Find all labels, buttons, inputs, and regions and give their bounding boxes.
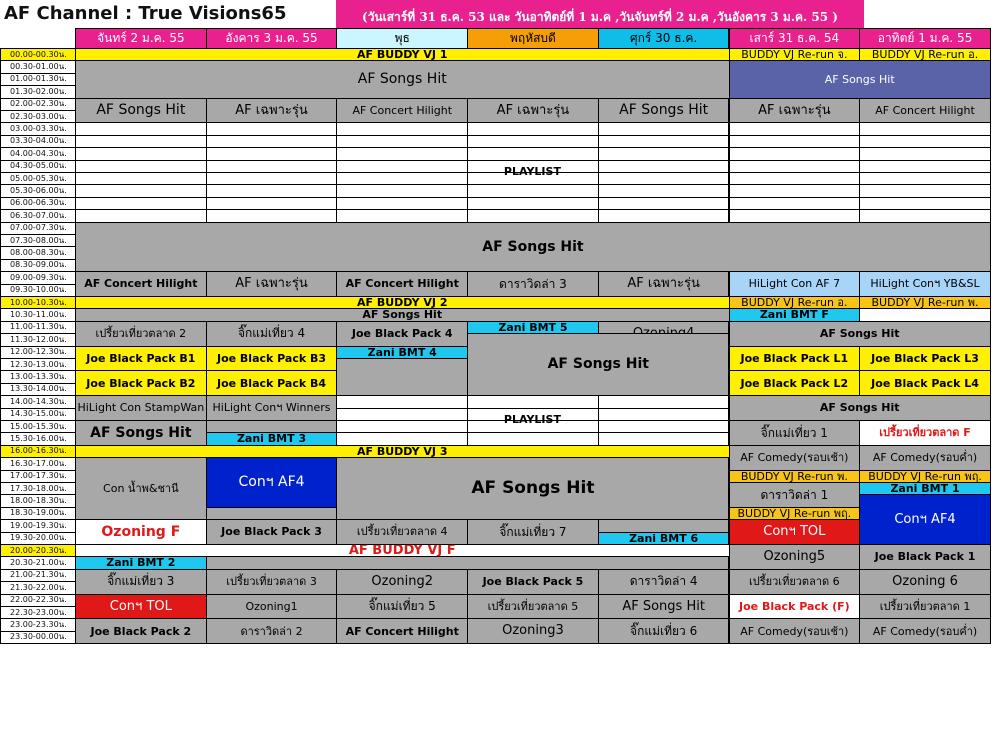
- program-block: AF Concert Hilight: [859, 98, 991, 124]
- program-block: AF BUDDY VJ 2: [75, 296, 730, 309]
- program-block: BUDDY VJ Re-run พ.: [859, 296, 991, 309]
- program-block: BUDDY VJ Re-run พฤ.: [729, 507, 861, 520]
- time-slot-label: 12.00-12.30น.: [0, 346, 76, 359]
- program-block: Ozoning2: [336, 569, 468, 595]
- time-slot-label: 11.30-12.00น.: [0, 333, 76, 346]
- time-slot-label: 07.00-07.30น.: [0, 222, 76, 235]
- time-slot-label: 04.30-05.00น.: [0, 160, 76, 173]
- program-block: Joe Black Pack L3: [859, 346, 991, 372]
- time-slot-label: 12.30-13.00น.: [0, 358, 76, 371]
- program-block: AF Comedy(รอบค่ำ): [859, 445, 991, 471]
- time-slot-label: 09.30-10.00น.: [0, 284, 76, 297]
- program-block: จิ๊กแม่เที่ยว 6: [598, 618, 730, 644]
- program-block: Zani BMT 5: [467, 321, 599, 334]
- program-block: AF Concert Hilight: [75, 271, 207, 297]
- time-slot-label: 03.00-03.30น.: [0, 122, 76, 135]
- time-slot-label: 03.30-04.00น.: [0, 135, 76, 148]
- time-slot-label: 23.00-23.30น.: [0, 618, 76, 631]
- program-block: AF Concert Hilight: [336, 618, 468, 644]
- program-block: Ozoning 6: [859, 569, 991, 595]
- program-block: Joe Black Pack (F): [729, 594, 861, 620]
- time-slot-label: 20.00-20.30น.: [0, 544, 76, 557]
- program-block: AF Songs Hit: [729, 321, 991, 347]
- time-slot-label: 10.00-10.30น.: [0, 296, 76, 309]
- time-slot-label: 19.00-19.30น.: [0, 519, 76, 532]
- program-block: AF Songs Hit: [598, 98, 730, 124]
- program-block: HiLight Conฯ Winners: [206, 395, 338, 421]
- program-block: Joe Black Pack 5: [467, 569, 599, 595]
- program-block: AF Comedy(รอบเช้า): [729, 618, 861, 644]
- program-block: AF Comedy(รอบเช้า): [729, 445, 861, 471]
- program-block: Zani BMT 2: [75, 556, 207, 569]
- program-block: Zani BMT 1: [859, 482, 991, 495]
- program-block: [206, 507, 338, 520]
- program-block: Conฯ TOL: [729, 519, 861, 545]
- program-block: Ozoning3: [467, 618, 599, 644]
- program-block: AF BUDDY VJ 1: [75, 48, 730, 61]
- time-slot-label: 05.30-06.00น.: [0, 184, 76, 197]
- program-block: AF Songs Hit: [75, 222, 991, 273]
- program-block: HiLight Conฯ YB&SL: [859, 271, 991, 297]
- time-slot-label: 17.30-18.00น.: [0, 482, 76, 495]
- channel-title: AF Channel : True Visions65: [4, 3, 287, 24]
- program-block: AF เฉพาะรุ่น: [206, 98, 338, 124]
- program-block: AF Songs Hit: [598, 594, 730, 620]
- program-block: เปรี้ยวเที่ยวตลาด 4: [336, 519, 468, 545]
- program-block: AF BUDDY VJ 3: [75, 445, 730, 458]
- time-slot-label: 02.00-02.30น.: [0, 98, 76, 111]
- time-slot-label: 06.00-06.30น.: [0, 197, 76, 210]
- program-block: HiLight Con StampWan: [75, 395, 207, 421]
- time-slot-label: 05.00-05.30น.: [0, 172, 76, 185]
- day-header: พฤหัสบดี: [467, 28, 599, 49]
- time-slot-label: 14.30-15.00น.: [0, 408, 76, 421]
- program-block: จิ๊กแม่เที่ยว 7: [467, 519, 599, 545]
- program-block: จิ๊กแม่เที่ยว 5: [336, 594, 468, 620]
- program-block: BUDDY VJ Re-run พ.: [729, 470, 861, 483]
- program-block: Con น้ำพ&ชานี: [75, 457, 207, 520]
- time-slot-label: 21.00-21.30น.: [0, 569, 76, 582]
- program-block: AF เฉพาะรุ่น: [206, 271, 338, 297]
- program-block: AF Songs Hit: [75, 308, 730, 321]
- program-block: ดาราวิดล่า 3: [467, 271, 599, 297]
- program-block: [859, 308, 991, 321]
- time-slot-label: 16.30-17.00น.: [0, 457, 76, 470]
- program-block: เปรี้ยวเที่ยวตลาด F: [859, 420, 991, 446]
- time-slot-label: 22.00-22.30น.: [0, 594, 76, 607]
- time-slot-label: 01.30-02.00น.: [0, 85, 76, 98]
- program-block: เปรี้ยวเที่ยวตลาด 6: [729, 569, 861, 595]
- program-block: จิ๊กแม่เที่ยว 1: [729, 420, 861, 446]
- program-block: [206, 556, 730, 569]
- program-block: เปรี้ยวเที่ยวตลาด 5: [467, 594, 599, 620]
- program-block: AF Concert Hilight: [336, 98, 468, 124]
- day-header: อาทิตย์ 1 ม.ค. 55: [859, 28, 991, 49]
- time-slot-label: 14.00-14.30น.: [0, 395, 76, 408]
- program-block: Joe Black Pack B4: [206, 370, 338, 396]
- day-header: พุธ: [336, 28, 468, 49]
- program-block: Ozoning5: [729, 544, 861, 570]
- program-block: AF Comedy(รอบค่ำ): [859, 618, 991, 644]
- time-slot-label: 00.30-01.00น.: [0, 60, 76, 73]
- program-block: AF Concert Hilight: [336, 271, 468, 297]
- program-block: AF เฉพาะรุ่น: [467, 98, 599, 124]
- time-slot-label: 04.00-04.30น.: [0, 147, 76, 160]
- program-block: จิ๊กแม่เที่ยว 3: [75, 569, 207, 595]
- program-block: AF Songs Hit: [336, 457, 729, 520]
- day-header: จันทร์ 2 ม.ค. 55: [75, 28, 207, 49]
- program-block: [206, 420, 338, 433]
- time-slot-label: 02.30-03.00น.: [0, 110, 76, 123]
- program-block: Conฯ AF4: [206, 457, 338, 508]
- program-block: Joe Black Pack B3: [206, 346, 338, 372]
- day-header: ศุกร์ 30 ธ.ค.: [598, 28, 730, 49]
- time-slot-label: 15.00-15.30น.: [0, 420, 76, 433]
- program-block: [598, 519, 730, 532]
- program-block: BUDDY VJ Re-run อ.: [729, 296, 861, 309]
- program-block: Joe Black Pack 2: [75, 618, 207, 644]
- program-block: [336, 358, 468, 396]
- time-slot-label: 20.30-21.00น.: [0, 556, 76, 569]
- program-block: Joe Black Pack 3: [206, 519, 338, 545]
- program-block: Conฯ AF4: [859, 494, 991, 545]
- time-slot-label: 13.00-13.30น.: [0, 370, 76, 383]
- program-block: AF Songs Hit: [729, 60, 991, 98]
- program-block: Joe Black Pack B1: [75, 346, 207, 372]
- program-block: AF Songs Hit: [75, 98, 207, 124]
- program-block: จิ๊กแม่เที่ยว 4: [206, 321, 338, 347]
- time-slot-label: 11.00-11.30น.: [0, 321, 76, 334]
- program-block: เปรี้ยวเที่ยวตลาด 1: [859, 594, 991, 620]
- time-slot-label: 21.30-22.00น.: [0, 581, 76, 594]
- program-block: ดาราวิดล่า 2: [206, 618, 338, 644]
- program-block: เปรี้ยวเที่ยวตลาด 3: [206, 569, 338, 595]
- date-range-banner: (วันเสาร์ที่ 31 ธ.ค. 53 และ วันอาทิตย์ที่ 1 ม.ค ,วันจันทร์ที่ 2 ม.ค ,วันอังคาร 3 ม.ค. 55 ): [336, 0, 864, 28]
- program-block: ดาราวิดล่า 1: [729, 482, 861, 508]
- program-block: PLAYLIST: [503, 165, 561, 179]
- program-block: Joe Black Pack L2: [729, 370, 861, 396]
- program-block: Conฯ TOL: [75, 594, 207, 620]
- program-block: Joe Black Pack L1: [729, 346, 861, 372]
- time-slot-label: 07.30-08.00น.: [0, 234, 76, 247]
- time-slot-label: 17.00-17.30น.: [0, 470, 76, 483]
- time-slot-label: 13.30-14.00น.: [0, 383, 76, 396]
- program-block: Joe Black Pack B2: [75, 370, 207, 396]
- program-block: BUDDY VJ Re-run จ.: [729, 48, 861, 61]
- program-block: Zani BMT 3: [206, 432, 338, 445]
- program-block: AF Songs Hit: [467, 333, 729, 396]
- time-slot-label: 18.00-18.30น.: [0, 494, 76, 507]
- program-block: Zani BMT F: [729, 308, 861, 321]
- time-slot-label: 00.00-00.30น.: [0, 48, 76, 61]
- program-block: AF เฉพาะรุ่น: [598, 271, 730, 297]
- program-block: Joe Black Pack 1: [859, 544, 991, 570]
- time-slot-label: 16.00-16.30น.: [0, 445, 76, 458]
- schedule-grid: [0, 28, 1000, 718]
- program-block: เปรี้ยวเที่ยวตลาด 2: [75, 321, 207, 347]
- day-header: อังคาร 3 ม.ค. 55: [206, 28, 338, 49]
- program-block: AF BUDDY VJ F: [75, 544, 730, 557]
- time-slot-label: 23.30-00.00น.: [0, 631, 76, 644]
- time-slot-label: 10.30-11.00น.: [0, 308, 76, 321]
- program-block: Zani BMT 6: [598, 532, 730, 545]
- time-slot-label: 08.30-09.00น.: [0, 259, 76, 272]
- program-block: Ozoning F: [75, 519, 207, 545]
- time-slot-label: 09.00-09.30น.: [0, 271, 76, 284]
- time-slot-label: 15.30-16.00น.: [0, 432, 76, 445]
- time-slot-label: 19.30-20.00น.: [0, 532, 76, 545]
- program-block: AF เฉพาะรุ่น: [729, 98, 861, 124]
- time-slot-label: 08.00-08.30น.: [0, 246, 76, 259]
- time-slot-label: 18.30-19.00น.: [0, 507, 76, 520]
- program-block: PLAYLIST: [503, 413, 561, 427]
- program-block: Joe Black Pack L4: [859, 370, 991, 396]
- program-block: AF Songs Hit: [75, 420, 207, 446]
- program-block: BUDDY VJ Re-run พฤ.: [859, 470, 991, 483]
- time-slot-label: 22.30-23.00น.: [0, 606, 76, 619]
- program-block: ดาราวิดล่า 4: [598, 569, 730, 595]
- program-block: Zani BMT 4: [336, 346, 468, 359]
- time-slot-label: 01.00-01.30น.: [0, 73, 76, 86]
- program-block: BUDDY VJ Re-run อ.: [859, 48, 991, 61]
- time-slot-label: 06.30-07.00น.: [0, 209, 76, 222]
- program-block: HiLight Con AF 7: [729, 271, 861, 297]
- program-block: Joe Black Pack 4: [336, 321, 468, 347]
- program-block: AF Songs Hit: [729, 395, 991, 421]
- program-block: AF Songs Hit: [75, 60, 730, 98]
- day-header: เสาร์ 31 ธ.ค. 54: [729, 28, 861, 49]
- program-block: Ozoning1: [206, 594, 338, 620]
